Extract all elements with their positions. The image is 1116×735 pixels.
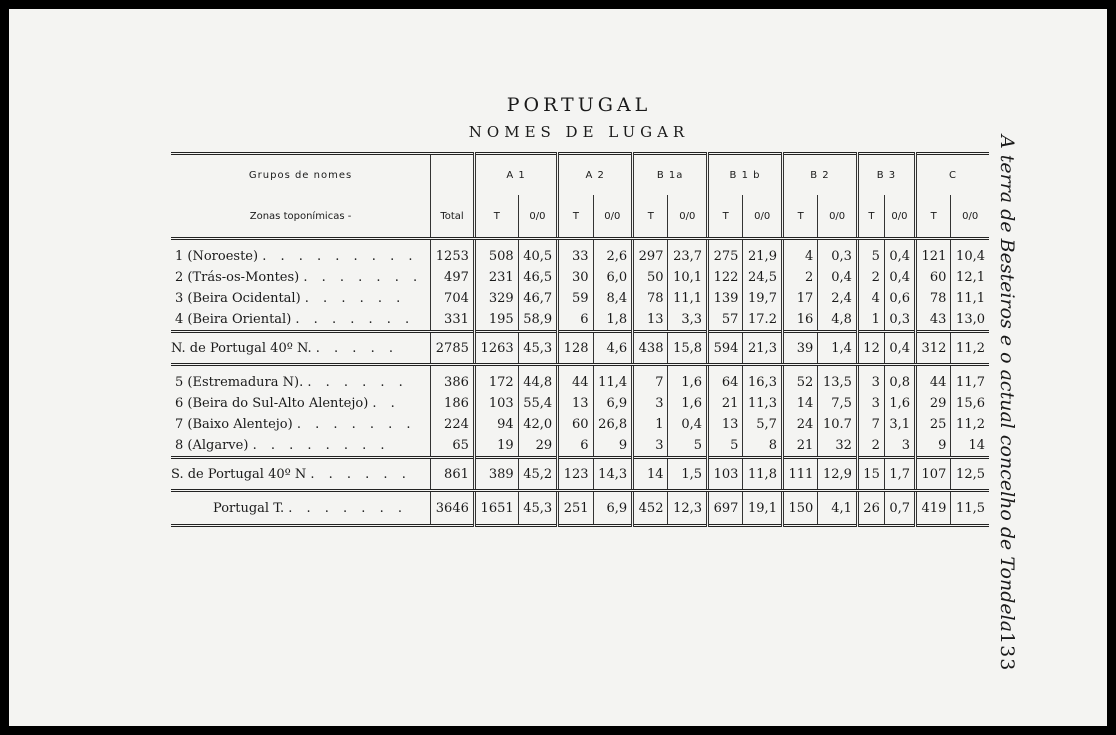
count-cell: 1 bbox=[633, 414, 668, 435]
total-cell: 704 bbox=[431, 288, 475, 309]
header-sub-t: T bbox=[708, 195, 743, 239]
count-cell: 21 bbox=[782, 435, 817, 458]
leader-dots: . . . . . . . bbox=[288, 500, 407, 516]
percent-cell: 42,0 bbox=[518, 414, 558, 435]
percent-cell: 21,9 bbox=[743, 239, 783, 268]
count-cell: 312 bbox=[916, 332, 951, 365]
row-label bbox=[171, 267, 431, 288]
count-cell: 60 bbox=[558, 414, 593, 435]
count-cell: 39 bbox=[782, 332, 817, 365]
percent-cell: 1,8 bbox=[593, 309, 633, 332]
percent-cell: 1,5 bbox=[668, 458, 708, 491]
count-cell: 122 bbox=[708, 267, 743, 288]
percent-cell: 12,3 bbox=[668, 491, 708, 526]
leader-dots: . . . . . . . . bbox=[252, 438, 390, 453]
count-cell: 9 bbox=[916, 435, 951, 458]
zone-name: S. de Portugal 40º N bbox=[171, 466, 311, 482]
percent-cell: 15,8 bbox=[668, 332, 708, 365]
percent-cell: 0,3 bbox=[884, 309, 915, 332]
document-page bbox=[9, 9, 1107, 726]
count-cell: 4 bbox=[782, 239, 817, 268]
table-row bbox=[171, 309, 989, 332]
page-subtitle: NOMES DE LUGAR bbox=[468, 123, 690, 141]
total-cell: 861 bbox=[431, 458, 475, 491]
count-cell: 4 bbox=[857, 288, 884, 309]
percent-cell: 19,7 bbox=[743, 288, 783, 309]
percent-cell: 46,5 bbox=[518, 267, 558, 288]
count-cell: 14 bbox=[633, 458, 668, 491]
zone-name: 8 (Algarve) bbox=[175, 438, 253, 453]
total-cell: 65 bbox=[431, 435, 475, 458]
count-cell: 44 bbox=[558, 365, 593, 394]
count-cell: 5 bbox=[857, 239, 884, 268]
percent-cell: 11,4 bbox=[593, 365, 633, 394]
percent-cell: 10,4 bbox=[951, 239, 989, 268]
count-cell: 3 bbox=[857, 393, 884, 414]
percent-cell: 16,3 bbox=[743, 365, 783, 394]
percent-cell: 3 bbox=[884, 435, 915, 458]
count-cell: 3 bbox=[633, 435, 668, 458]
count-cell: 389 bbox=[474, 458, 518, 491]
header-group: A 1 bbox=[474, 154, 557, 196]
percent-cell: 2,4 bbox=[818, 288, 858, 309]
leader-dots: . . . . . . bbox=[307, 375, 408, 390]
count-cell: 24 bbox=[782, 414, 817, 435]
row-label bbox=[171, 435, 431, 458]
page-title: PORTUGAL bbox=[506, 94, 652, 116]
count-cell: 7 bbox=[857, 414, 884, 435]
header-group: B 1a bbox=[633, 154, 708, 196]
count-cell: 231 bbox=[474, 267, 518, 288]
count-cell: 59 bbox=[558, 288, 593, 309]
percent-cell: 1,4 bbox=[818, 332, 858, 365]
leader-dots: . . . . . . . . . bbox=[262, 249, 418, 264]
percent-cell: 23,7 bbox=[668, 239, 708, 268]
row-label bbox=[171, 332, 431, 365]
count-cell: 6 bbox=[558, 435, 593, 458]
header-group: B 1 b bbox=[708, 154, 783, 196]
row-label bbox=[171, 458, 431, 491]
zone-name: 6 (Beira do Sul-Alto Alentejo) bbox=[175, 396, 373, 411]
count-cell: 103 bbox=[708, 458, 743, 491]
percent-cell: 5,7 bbox=[743, 414, 783, 435]
count-cell: 44 bbox=[916, 365, 951, 394]
table-row bbox=[171, 288, 989, 309]
percent-cell: 0,4 bbox=[884, 332, 915, 365]
row-label bbox=[171, 288, 431, 309]
header-sub-t: T bbox=[633, 195, 668, 239]
count-cell: 107 bbox=[916, 458, 951, 491]
count-cell: 15 bbox=[857, 458, 884, 491]
percent-cell: 0,4 bbox=[668, 414, 708, 435]
count-cell: 17 bbox=[782, 288, 817, 309]
header-sub-t: T bbox=[558, 195, 593, 239]
count-cell: 2 bbox=[857, 267, 884, 288]
count-cell: 419 bbox=[916, 491, 951, 526]
count-cell: 26 bbox=[857, 491, 884, 526]
header-sub-t: T bbox=[782, 195, 817, 239]
leader-dots: . . . . . . . bbox=[295, 312, 415, 327]
percent-cell: 6,0 bbox=[593, 267, 633, 288]
row-label bbox=[171, 365, 431, 394]
count-cell: 78 bbox=[916, 288, 951, 309]
percent-cell: 19,1 bbox=[743, 491, 783, 526]
percent-cell: 11,2 bbox=[951, 414, 989, 435]
data-table bbox=[171, 152, 989, 527]
count-cell: 33 bbox=[558, 239, 593, 268]
header-group: B 3 bbox=[857, 154, 915, 196]
count-cell: 275 bbox=[708, 239, 743, 268]
leader-dots: . . . . . . bbox=[304, 291, 406, 306]
total-row bbox=[171, 491, 989, 526]
count-cell: 3 bbox=[857, 365, 884, 394]
percent-cell: 15,6 bbox=[951, 393, 989, 414]
total-cell: 3646 bbox=[431, 491, 475, 526]
percent-cell: 11,5 bbox=[951, 491, 989, 526]
percent-cell: 8,4 bbox=[593, 288, 633, 309]
percent-cell: 21,3 bbox=[743, 332, 783, 365]
leader-dots: . . bbox=[372, 396, 400, 411]
table-row bbox=[171, 365, 989, 394]
percent-cell: 4,8 bbox=[818, 309, 858, 332]
zone-name: 4 (Beira Oriental) bbox=[175, 312, 296, 327]
percent-cell: 1,7 bbox=[884, 458, 915, 491]
count-cell: 6 bbox=[558, 309, 593, 332]
percent-cell: 0,4 bbox=[818, 267, 858, 288]
count-cell: 594 bbox=[708, 332, 743, 365]
percent-cell: 11,8 bbox=[743, 458, 783, 491]
count-cell: 7 bbox=[633, 365, 668, 394]
count-cell: 329 bbox=[474, 288, 518, 309]
percent-cell: 12,5 bbox=[951, 458, 989, 491]
count-cell: 5 bbox=[708, 435, 743, 458]
percent-cell: 32 bbox=[818, 435, 858, 458]
leader-dots: . . . . . . bbox=[310, 466, 411, 482]
percent-cell: 13,5 bbox=[818, 365, 858, 394]
percent-cell: 14,3 bbox=[593, 458, 633, 491]
count-cell: 297 bbox=[633, 239, 668, 268]
percent-cell: 1,6 bbox=[884, 393, 915, 414]
percent-cell: 4,6 bbox=[593, 332, 633, 365]
count-cell: 1 bbox=[857, 309, 884, 332]
count-cell: 30 bbox=[558, 267, 593, 288]
header-sub-pct: 0/0 bbox=[951, 195, 989, 239]
percent-cell: 26,8 bbox=[593, 414, 633, 435]
header-row-subcolumns bbox=[171, 195, 989, 239]
total-cell: 2785 bbox=[431, 332, 475, 365]
row-label bbox=[171, 393, 431, 414]
percent-cell: 0,7 bbox=[884, 491, 915, 526]
count-cell: 29 bbox=[916, 393, 951, 414]
count-cell: 697 bbox=[708, 491, 743, 526]
count-cell: 94 bbox=[474, 414, 518, 435]
header-total-blank bbox=[431, 154, 475, 196]
total-cell: 331 bbox=[431, 309, 475, 332]
total-cell: 224 bbox=[431, 414, 475, 435]
count-cell: 128 bbox=[558, 332, 593, 365]
header-group: A 2 bbox=[558, 154, 633, 196]
count-cell: 13 bbox=[633, 309, 668, 332]
header-zones-label: Zonas toponímicas - bbox=[171, 195, 431, 239]
percent-cell: 0,3 bbox=[818, 239, 858, 268]
count-cell: 111 bbox=[782, 458, 817, 491]
percent-cell: 3,3 bbox=[668, 309, 708, 332]
leader-dots: . . . . . . . bbox=[296, 417, 416, 432]
percent-cell: 17.2 bbox=[743, 309, 783, 332]
percent-cell: 0,8 bbox=[884, 365, 915, 394]
count-cell: 57 bbox=[708, 309, 743, 332]
header-sub-t: T bbox=[916, 195, 951, 239]
count-cell: 21 bbox=[708, 393, 743, 414]
header-row-groups bbox=[171, 154, 989, 196]
count-cell: 251 bbox=[558, 491, 593, 526]
percent-cell: 45,3 bbox=[518, 491, 558, 526]
percent-cell: 7,5 bbox=[818, 393, 858, 414]
count-cell: 25 bbox=[916, 414, 951, 435]
header-sub-pct: 0/0 bbox=[668, 195, 708, 239]
count-cell: 13 bbox=[708, 414, 743, 435]
percent-cell: 5 bbox=[668, 435, 708, 458]
running-header bbox=[996, 135, 1037, 672]
count-cell: 60 bbox=[916, 267, 951, 288]
count-cell: 43 bbox=[916, 309, 951, 332]
row-label bbox=[171, 239, 431, 268]
count-cell: 14 bbox=[782, 393, 817, 414]
percent-cell: 29 bbox=[518, 435, 558, 458]
percent-cell: 11,2 bbox=[951, 332, 989, 365]
count-cell: 1263 bbox=[474, 332, 518, 365]
count-cell: 123 bbox=[558, 458, 593, 491]
count-cell: 121 bbox=[916, 239, 951, 268]
header-total: Total bbox=[431, 195, 475, 239]
count-cell: 172 bbox=[474, 365, 518, 394]
row-label bbox=[171, 309, 431, 332]
percent-cell: 6,9 bbox=[593, 491, 633, 526]
percent-cell: 40,5 bbox=[518, 239, 558, 268]
header-sub-pct: 0/0 bbox=[518, 195, 558, 239]
table-row bbox=[171, 239, 989, 268]
header-sub-pct: 0/0 bbox=[884, 195, 915, 239]
row-label bbox=[171, 414, 431, 435]
count-cell: 438 bbox=[633, 332, 668, 365]
header-groups-label: Grupos de nomes bbox=[248, 169, 353, 181]
count-cell: 50 bbox=[633, 267, 668, 288]
percent-cell: 11,1 bbox=[668, 288, 708, 309]
leader-dots: . . . . . . . bbox=[303, 270, 423, 285]
percent-cell: 12,1 bbox=[951, 267, 989, 288]
count-cell: 64 bbox=[708, 365, 743, 394]
percent-cell: 11,1 bbox=[951, 288, 989, 309]
percent-cell: 45,2 bbox=[518, 458, 558, 491]
subtotal-row bbox=[171, 458, 989, 491]
zone-name: 7 (Baixo Alentejo) bbox=[175, 417, 297, 432]
count-cell: 452 bbox=[633, 491, 668, 526]
count-cell: 195 bbox=[474, 309, 518, 332]
count-cell: 1651 bbox=[474, 491, 518, 526]
header-sub-pct: 0/0 bbox=[818, 195, 858, 239]
page-number: 133 bbox=[996, 632, 1018, 672]
count-cell: 19 bbox=[474, 435, 518, 458]
count-cell: 13 bbox=[558, 393, 593, 414]
count-cell: 16 bbox=[782, 309, 817, 332]
count-cell: 139 bbox=[708, 288, 743, 309]
percent-cell: 58,9 bbox=[518, 309, 558, 332]
header-sub-t: T bbox=[857, 195, 884, 239]
table-row bbox=[171, 267, 989, 288]
header-sub-pct: 0/0 bbox=[593, 195, 633, 239]
percent-cell: 12,9 bbox=[818, 458, 858, 491]
count-cell: 2 bbox=[782, 267, 817, 288]
total-cell: 186 bbox=[431, 393, 475, 414]
percent-cell: 6,9 bbox=[593, 393, 633, 414]
table-row bbox=[171, 435, 989, 458]
table-row bbox=[171, 393, 989, 414]
percent-cell: 4,1 bbox=[818, 491, 858, 526]
percent-cell: 46,7 bbox=[518, 288, 558, 309]
total-cell: 386 bbox=[431, 365, 475, 394]
percent-cell: 8 bbox=[743, 435, 783, 458]
count-cell: 2 bbox=[857, 435, 884, 458]
total-cell: 1253 bbox=[431, 239, 475, 268]
count-cell: 508 bbox=[474, 239, 518, 268]
percent-cell: 9 bbox=[593, 435, 633, 458]
zone-name: 1 (Noroeste) bbox=[175, 249, 263, 264]
zone-name: 5 (Estremadura N). bbox=[175, 375, 308, 390]
percent-cell: 11,3 bbox=[743, 393, 783, 414]
header-group: C bbox=[916, 154, 990, 196]
count-cell: 12 bbox=[857, 332, 884, 365]
header-sub-pct: 0/0 bbox=[743, 195, 783, 239]
table-row bbox=[171, 414, 989, 435]
zone-name: 3 (Beira Ocidental) bbox=[175, 291, 305, 306]
percent-cell: 13,0 bbox=[951, 309, 989, 332]
header-group: B 2 bbox=[782, 154, 857, 196]
zone-name: N. de Portugal 40º N. bbox=[171, 340, 316, 356]
percent-cell: 55,4 bbox=[518, 393, 558, 414]
header-sub-t: T bbox=[474, 195, 518, 239]
running-title: A terra de Besteiros e o actual concelho de Tondela bbox=[996, 135, 1018, 633]
percent-cell: 44,8 bbox=[518, 365, 558, 394]
percent-cell: 2,6 bbox=[593, 239, 633, 268]
percent-cell: 10.7 bbox=[818, 414, 858, 435]
percent-cell: 3,1 bbox=[884, 414, 915, 435]
count-cell: 150 bbox=[782, 491, 817, 526]
percent-cell: 10,1 bbox=[668, 267, 708, 288]
count-cell: 103 bbox=[474, 393, 518, 414]
count-cell: 52 bbox=[782, 365, 817, 394]
subtotal-row bbox=[171, 332, 989, 365]
zone-name: 2 (Trás-os-Montes) bbox=[175, 270, 304, 285]
percent-cell: 11,7 bbox=[951, 365, 989, 394]
count-cell: 78 bbox=[633, 288, 668, 309]
percent-cell: 14 bbox=[951, 435, 989, 458]
row-label bbox=[171, 491, 431, 526]
total-cell: 497 bbox=[431, 267, 475, 288]
percent-cell: 1,6 bbox=[668, 365, 708, 394]
count-cell: 3 bbox=[633, 393, 668, 414]
percent-cell: 0,4 bbox=[884, 239, 915, 268]
percent-cell: 45,3 bbox=[518, 332, 558, 365]
percent-cell: 1,6 bbox=[668, 393, 708, 414]
zone-name: Portugal T. bbox=[213, 500, 289, 516]
percent-cell: 24,5 bbox=[743, 267, 783, 288]
percent-cell: 0,6 bbox=[884, 288, 915, 309]
leader-dots: . . . . . bbox=[315, 340, 398, 356]
percent-cell: 0,4 bbox=[884, 267, 915, 288]
